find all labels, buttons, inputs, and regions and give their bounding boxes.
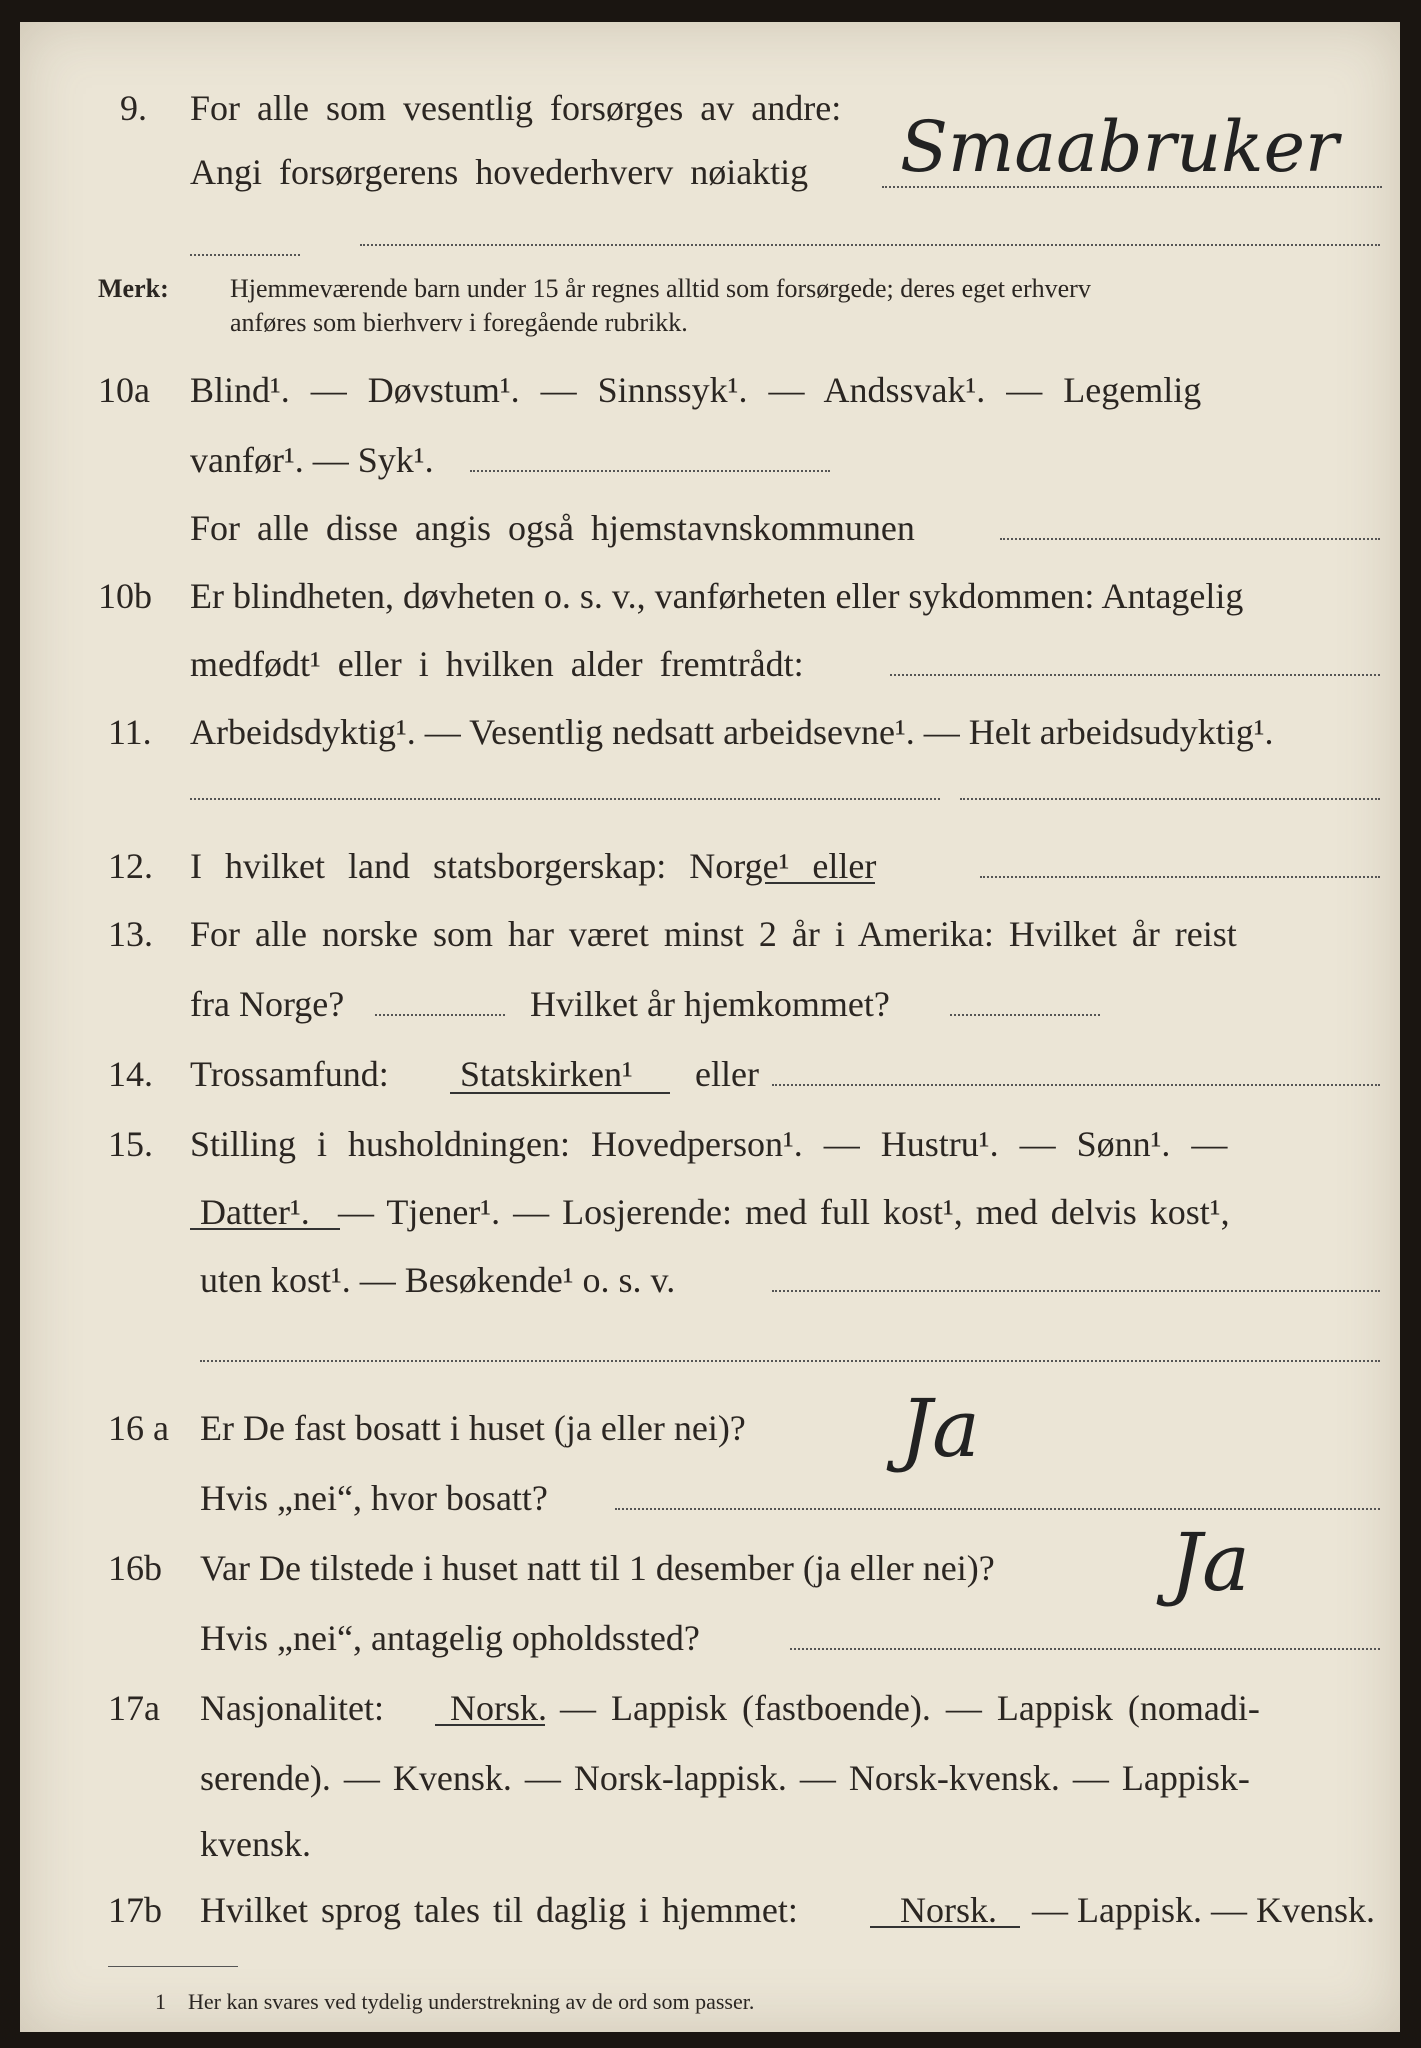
q11-blank-line-b — [960, 798, 1380, 800]
merk-label: Merk: — [98, 274, 169, 303]
q17b-line1c: — Lappisk. — Kvensk. — [1032, 1890, 1375, 1930]
footnote-mark: 1 — [155, 1989, 166, 2014]
q17a-norsk: Norsk. — [450, 1688, 547, 1728]
q15-line2b: — Tjener¹. — Losjerende: med full kost¹, med delvis kost¹, — [338, 1192, 1230, 1232]
q17a-line1c: — Lappisk (fastboende). — Lappisk (nomadi- — [560, 1688, 1260, 1728]
q15-blank-line — [200, 1360, 1380, 1362]
q14-answer-line — [772, 1084, 1380, 1086]
census-form-page — [20, 22, 1400, 2032]
q10b-line1: Er blindheten, døvheten o. s. v., vanførheten eller sykdommen: Antagelig — [190, 576, 1244, 616]
q13-number: 13. — [108, 914, 153, 954]
q17a-norsk-underline — [435, 1724, 545, 1726]
q14-eller: eller — [695, 1054, 759, 1094]
q15-answer-line — [772, 1290, 1380, 1292]
q16b-line2: Hvis „nei“, antagelig opholdssted? — [200, 1618, 700, 1658]
q17b-number: 17b — [108, 1890, 162, 1930]
q13-hjemkommet-line — [950, 1014, 1100, 1016]
q9-blank-line-a — [190, 254, 300, 256]
q17a-line2: serende). — Kvensk. — Norsk-lappisk. — Norsk-kvensk. — Lappisk- — [200, 1758, 1250, 1798]
q10a-kommune-line — [1000, 538, 1380, 540]
q10a-line2: vanfør¹. — Syk¹. — [190, 440, 434, 480]
q12-line1: I hvilket land statsborgerskap: Norge¹ eller — [190, 846, 877, 886]
q12-answer-line — [980, 876, 1380, 878]
q14-statskirken: Statskirken¹ — [460, 1054, 633, 1094]
q14-statskirken-underline — [450, 1092, 670, 1094]
q15-datter-underline — [190, 1228, 340, 1230]
q17a-line3: kvensk. — [200, 1824, 311, 1864]
q10b-answer-line — [890, 674, 1380, 676]
q16b-number: 16b — [108, 1548, 162, 1588]
q10b-line2: medfødt¹ eller i hvilken alder fremtrådt: — [190, 644, 804, 684]
q17b-label: Hvilket sprog tales til daglig i hjemmet: — [200, 1890, 798, 1930]
q16b-answer-line — [790, 1648, 1380, 1650]
q9-line1: For alle som vesentlig forsørges av andre: — [190, 88, 842, 128]
q13-line2a: fra Norge? — [190, 984, 345, 1024]
q17b-norsk: Norsk. — [900, 1890, 997, 1930]
q17a-number: 17a — [108, 1688, 160, 1728]
q10a-line1: Blind¹. — Døvstum¹. — Sinnssyk¹. — Andssvak¹. — Legemlig — [190, 370, 1202, 410]
q16a-answer-line — [615, 1508, 1380, 1510]
q15-line3: uten kost¹. — Besøkende¹ o. s. v. — [200, 1260, 676, 1300]
q10a-number: 10a — [98, 370, 150, 410]
footnote-text: Her kan svares ved tydelig understrekning av de ord som passer. — [188, 1989, 755, 2014]
q17a-label: Nasjonalitet: — [200, 1688, 384, 1728]
q16b-handwritten-answer[interactable]: Ja — [1170, 1516, 1250, 1609]
q15-datter: Datter¹. — [200, 1192, 310, 1232]
q16a-line2: Hvis „nei“, hvor bosatt? — [200, 1478, 548, 1518]
q15-line1: Stilling i husholdningen: Hovedperson¹. — Hustru¹. — Sønn¹. — — [190, 1124, 1228, 1164]
q11-number: 11. — [108, 712, 152, 752]
q9-handwritten-answer[interactable]: Smaabruker — [900, 106, 1339, 188]
q9-blank-line-b — [360, 244, 1380, 246]
footnote-rule — [108, 1966, 238, 1967]
q9-number: 9. — [120, 88, 147, 128]
q14-number: 14. — [108, 1054, 153, 1094]
merk-line2: anføres som bierhverv i foregående rubrikk. — [230, 308, 688, 337]
q13-reist-line — [375, 1014, 505, 1016]
q16a-handwritten-answer[interactable]: Ja — [900, 1382, 980, 1475]
q16a-number: 16 a — [108, 1408, 169, 1448]
q10a-syk-line — [470, 470, 830, 472]
q16a-line1: Er De fast bosatt i huset (ja eller nei)? — [200, 1408, 746, 1448]
q12-number: 12. — [108, 846, 153, 886]
merk-line1: Hjemmeværende barn under 15 år regnes alltid som forsørgede; deres eget erhverv — [230, 274, 1091, 303]
q10a-line3: For alle disse angis også hjemstavnskommunen — [190, 508, 915, 548]
q11-line1: Arbeidsdyktig¹. — Vesentlig nedsatt arbeidsevne¹. — Helt arbeidsudyktig¹. — [190, 712, 1274, 752]
q14-label: Trossamfund: — [190, 1054, 389, 1094]
q9-line2: Angi forsørgerens hovederhverv nøiaktig — [190, 152, 809, 192]
q17b-norsk-underline — [870, 1926, 1020, 1928]
q13-line2b: Hvilket år hjemkommet? — [530, 984, 890, 1024]
q10b-number: 10b — [98, 576, 152, 616]
q12-norge-underline — [765, 882, 875, 884]
q15-number: 15. — [108, 1124, 153, 1164]
q16b-line1: Var De tilstede i huset natt til 1 desember (ja eller nei)? — [200, 1548, 995, 1588]
q13-line1: For alle norske som har været minst 2 år i Amerika: Hvilket år reist — [190, 914, 1237, 954]
q11-blank-line-a — [190, 798, 940, 800]
